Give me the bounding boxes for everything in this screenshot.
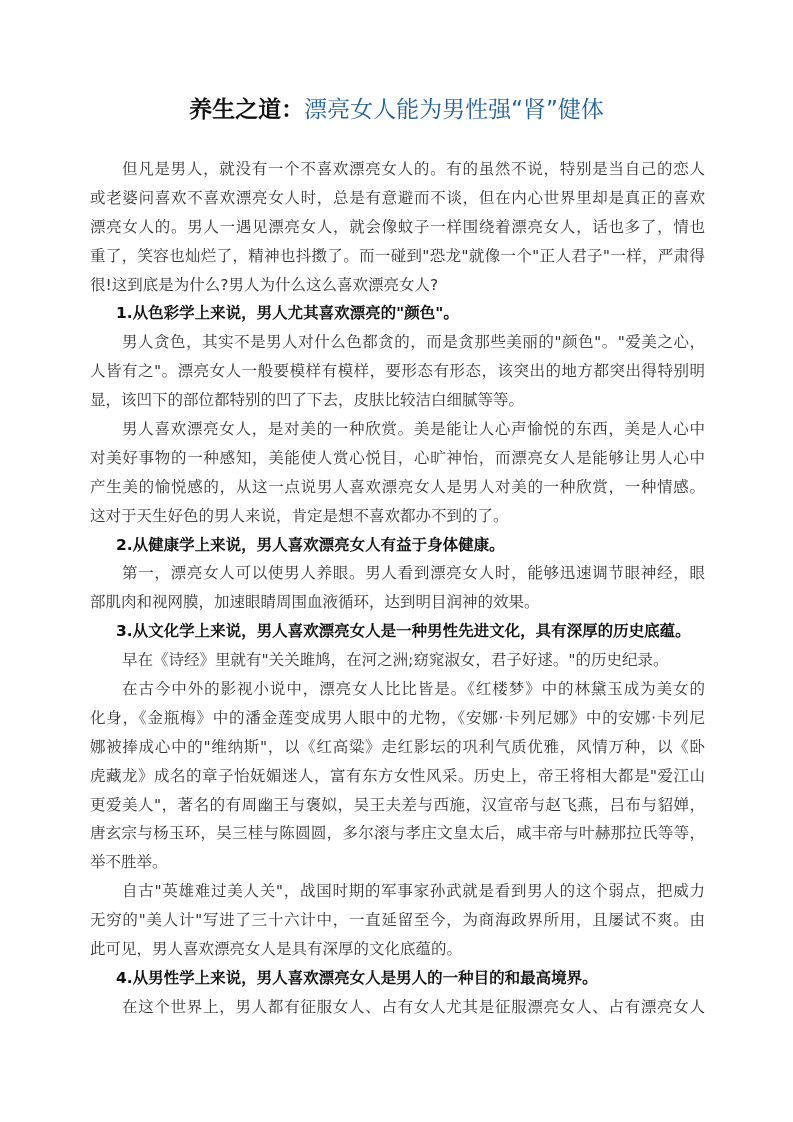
paragraph — [90, 328, 705, 415]
text-line: 早在《诗经》里就有"关关雎鸠，在河之洲;窈窕淑女，君子好逑。"的历史纪录。 — [122, 651, 669, 670]
text-line: 在古今中外的影视小说中，漂亮女人比比皆是。《红楼梦》中的林黛玉成为美女的 — [122, 680, 705, 699]
paragraph — [90, 877, 705, 964]
text-line: 4.从男性学上来说，男人喜欢漂亮女人是男人的一种目的和最高境界。 — [116, 968, 598, 987]
section-heading — [90, 299, 705, 328]
text-line: 重了，笑容也灿烂了，精神也抖擞了。而一碰到"恐龙"就像一个"正人君子"一样，严肃得 — [90, 246, 705, 265]
text-line: 更爱美人"，著名的有周幽王与褒姒，吴王夫差与西施，汉宣帝与赵飞燕，吕布与貂婵， — [90, 795, 705, 814]
section-heading — [90, 531, 705, 560]
paragraph — [90, 993, 705, 1022]
text-line: 很!这到底是为什么?男人为什么这么喜欢漂亮女人? — [90, 275, 439, 294]
paragraph — [90, 675, 705, 877]
text-line: 对美好事物的一种感知，美能使人赏心悦目，心旷神怡，而漂亮女人是能够让男人心中 — [90, 448, 705, 467]
text-line: 娜被捧成心中的"维纳斯"，以《红高粱》走红影坛的巩利气质优雅，风情万种，以《卧 — [90, 737, 705, 756]
text-line: 男人喜欢漂亮女人，是对美的一种欣赏。美是能让人心声愉悦的东西，美是人心中 — [122, 420, 705, 439]
text-line: 虎藏龙》成名的章子怡妩媚迷人，富有东方女性风采。历史上，帝王将相大都是"爱江山 — [90, 766, 705, 785]
text-line: 人皆有之"。漂亮女人一般要模样有模样，要形态有形态，该突出的地方都突出得特别明 — [90, 362, 705, 381]
title-prefix: 养生之道： — [189, 97, 305, 123]
text-line: 这对于天生好色的男人来说，肯定是想不喜欢都办不到的了。 — [90, 506, 509, 525]
text-line: 3.从文化学上来说，男人喜欢漂亮女人是一种男性先进文化，具有深厚的历史底蕴。 — [116, 622, 691, 641]
paragraph — [90, 646, 705, 675]
document-body — [90, 155, 705, 1022]
text-line: 男人贪色，其实不是男人对什么色都贪的，而是贪那些美丽的"颜色"。"爱美之心， — [122, 333, 705, 352]
text-line: 此可见，男人喜欢漂亮女人是具有深厚的文化底蕴的。 — [90, 940, 463, 959]
text-line: 1.从色彩学上来说，男人尤其喜欢漂亮的"颜色"。 — [116, 304, 459, 323]
text-line: 漂亮女人的。男人一遇见漂亮女人，就会像蚊子一样围绕着漂亮女人，话也多了，情也 — [90, 217, 705, 236]
text-line: 显，该凹下的部位都特别的凹了下去，皮肤比较洁白细腻等等。 — [90, 391, 525, 410]
section-heading — [90, 964, 705, 993]
paragraph — [90, 415, 705, 531]
paragraph — [90, 559, 705, 617]
document-title — [0, 94, 793, 126]
text-line: 自古"英雄难过美人关"，战国时期的军事家孙武就是看到男人的这个弱点，把威力 — [122, 882, 705, 901]
text-line: 化身，《金瓶梅》中的潘金莲变成男人眼中的尤物，《安娜·卡列尼娜》中的安娜·卡列尼 — [90, 708, 705, 727]
paragraph — [90, 155, 705, 299]
text-line: 唐玄宗与杨玉环，吴三桂与陈圆圆，多尔滚与孝庄文皇太后，咸丰帝与叶赫那拉氏等等， — [90, 824, 705, 843]
text-line: 或老婆问喜欢不喜欢漂亮女人时，总是有意避而不谈，但在内心世界里却是真正的喜欢 — [90, 188, 705, 207]
text-line: 2.从健康学上来说，男人喜欢漂亮女人有益于身体健康。 — [116, 535, 505, 554]
text-line: 举不胜举。 — [90, 853, 168, 872]
text-line: 在这个世界上，男人都有征服女人、占有女人尤其是征服漂亮女人、占有漂亮女人 — [122, 997, 705, 1016]
text-line: 无穷的"美人计"写进了三十六计中，一直延留至今，为商海政界所用，且屡试不爽。由 — [90, 911, 705, 930]
text-line: 部肌肉和视网膜，加速眼睛周围血液循环，达到明目润神的效果。 — [90, 593, 540, 612]
section-heading — [90, 617, 705, 646]
text-line: 第一，漂亮女人可以使男人养眼。男人看到漂亮女人时，能够迅速调节眼神经，眼 — [122, 564, 705, 583]
title-main: 漂亮女人能为男性强“肾”健体 — [304, 97, 604, 123]
text-line: 但凡是男人，就没有一个不喜欢漂亮女人的。有的虽然不说，特别是当自己的恋人 — [122, 160, 705, 178]
text-line: 产生美的愉悦感的，从这一点说男人喜欢漂亮女人是男人对美的一种欣赏，一种情感。 — [90, 477, 705, 496]
